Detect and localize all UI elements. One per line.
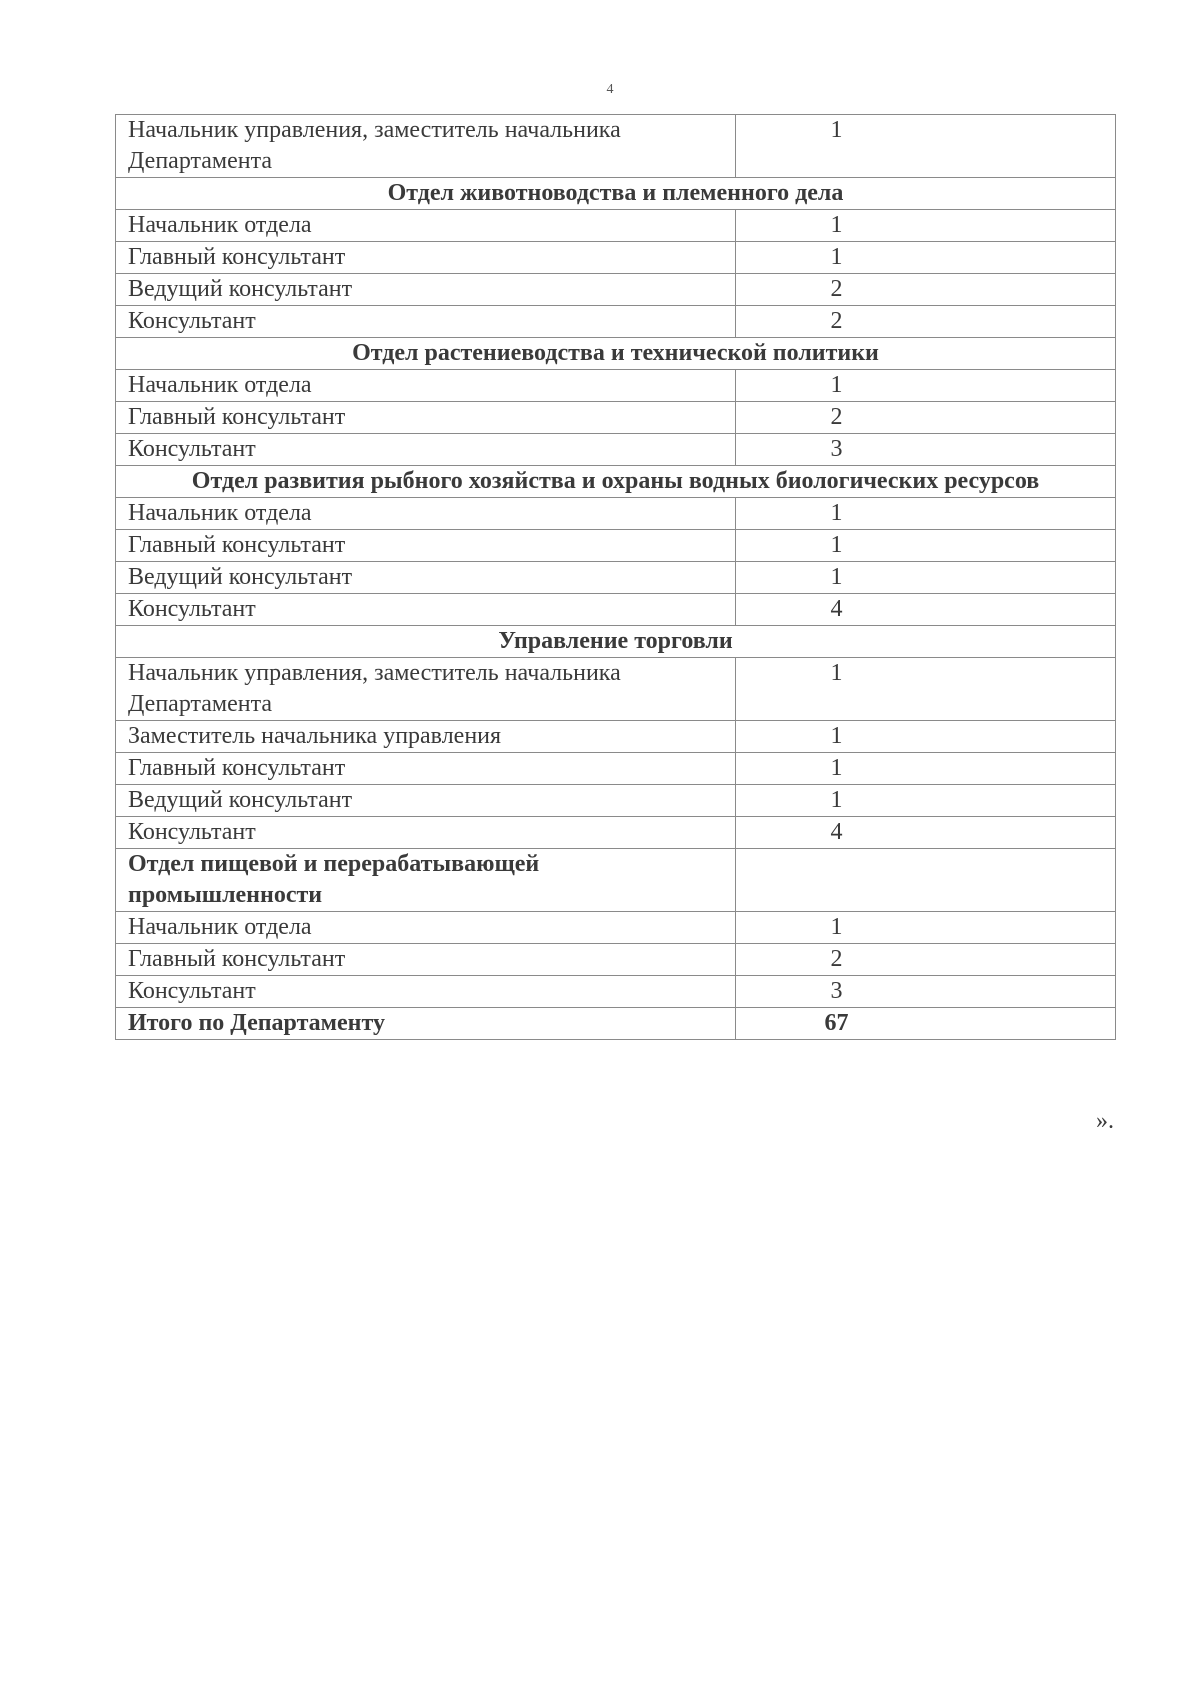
position-name: Консультант [116,976,736,1008]
position-count: 1 [736,562,1116,594]
position-name: Главный консультант [116,402,736,434]
section-title: Отдел растениеводства и технической политики [116,338,1116,370]
section-header-row [116,338,1116,370]
section-title: Отдел пищевой и перерабатывающей промышленности [116,849,736,912]
position-name: Начальник управления, заместитель начальника Департамента [116,115,736,178]
position-count: 1 [736,530,1116,562]
total-count: 67 [736,1008,1116,1040]
table-row [116,785,1116,817]
table-row [116,976,1116,1008]
position-count: 1 [736,115,1116,178]
section-header-row [116,849,1116,912]
position-name: Консультант [116,306,736,338]
position-count: 4 [736,817,1116,849]
table-row [116,753,1116,785]
position-count: 1 [736,210,1116,242]
table-row [116,402,1116,434]
position-count: 3 [736,434,1116,466]
section-header-row [116,626,1116,658]
table-row [116,274,1116,306]
table-row [116,434,1116,466]
closing-quote-mark: ». [1096,1108,1114,1134]
position-count: 1 [736,370,1116,402]
position-count: 2 [736,944,1116,976]
section-title: Отдел развития рыбного хозяйства и охраны водных биологических ресурсов [116,466,1116,498]
position-count: 1 [736,753,1116,785]
staff-table-body [116,115,1116,1040]
position-name: Ведущий консультант [116,274,736,306]
position-count: 1 [736,658,1116,721]
position-count: 4 [736,594,1116,626]
position-name: Ведущий консультант [116,785,736,817]
table-row [116,210,1116,242]
table-row [116,658,1116,721]
table-row [116,912,1116,944]
position-count: 2 [736,274,1116,306]
table-row [116,498,1116,530]
position-count: 1 [736,912,1116,944]
position-count: 1 [736,785,1116,817]
position-name: Начальник отдела [116,498,736,530]
position-name: Главный консультант [116,242,736,274]
table-row [116,370,1116,402]
position-count: 1 [736,242,1116,274]
table-row [116,721,1116,753]
staff-table [115,114,1116,1040]
table-row [116,817,1116,849]
table-row [116,530,1116,562]
position-name: Начальник управления, заместитель начальника Департамента [116,658,736,721]
total-row [116,1008,1116,1040]
position-name: Главный консультант [116,530,736,562]
position-name: Главный консультант [116,944,736,976]
position-name: Начальник отдела [116,912,736,944]
position-name: Ведущий консультант [116,562,736,594]
position-name: Консультант [116,817,736,849]
position-name: Консультант [116,434,736,466]
table-row [116,306,1116,338]
position-count: 1 [736,721,1116,753]
position-name: Заместитель начальника управления [116,721,736,753]
position-count: 2 [736,306,1116,338]
position-count: 3 [736,976,1116,1008]
table-row [116,944,1116,976]
section-header-row [116,466,1116,498]
position-name: Начальник отдела [116,210,736,242]
section-title: Отдел животноводства и племенного дела [116,178,1116,210]
section-title: Управление торговли [116,626,1116,658]
position-name: Главный консультант [116,753,736,785]
total-label: Итого по Департаменту [116,1008,736,1040]
page-number: 4 [606,82,614,97]
table-row [116,562,1116,594]
empty-count-cell [736,849,1116,912]
table-row [116,115,1116,178]
position-name: Начальник отдела [116,370,736,402]
table-row [116,242,1116,274]
position-count: 1 [736,498,1116,530]
position-name: Консультант [116,594,736,626]
position-count: 2 [736,402,1116,434]
section-header-row [116,178,1116,210]
table-row [116,594,1116,626]
